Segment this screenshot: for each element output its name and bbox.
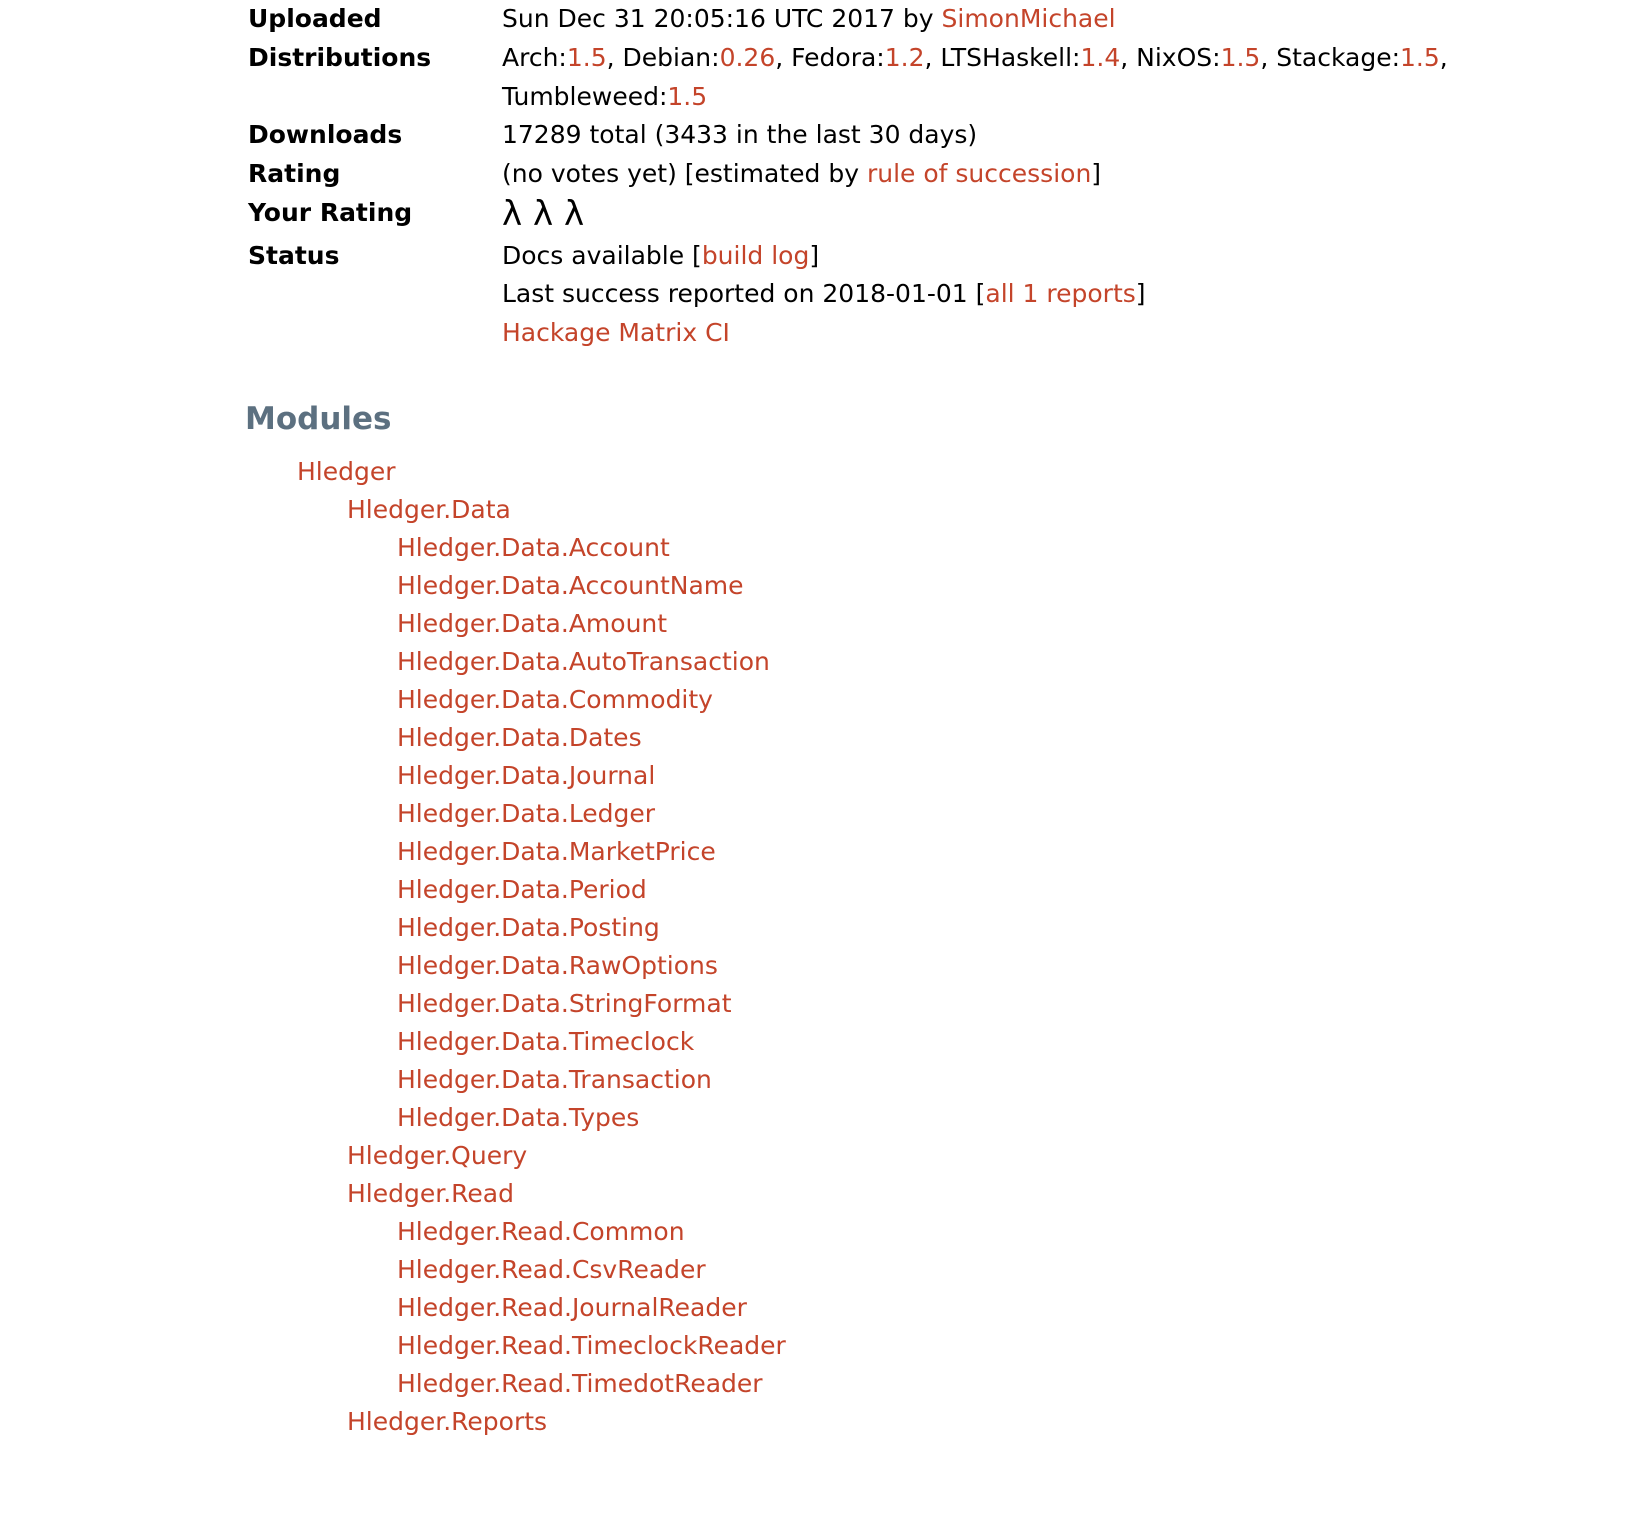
- module-tree-item: [397, 795, 1639, 833]
- status-matrix-line: [502, 314, 1639, 353]
- module-link[interactable]: Hledger.Data.Timeclock: [397, 1026, 695, 1056]
- module-link[interactable]: Hledger.Data.Commodity: [397, 684, 713, 714]
- module-tree-item: [397, 1365, 1639, 1403]
- module-tree-item: [397, 909, 1639, 947]
- module-tree-item: [347, 1175, 1639, 1403]
- module-tree-item: [397, 681, 1639, 719]
- distribution-entry: [940, 43, 1136, 72]
- property-label-distributions: Distributions: [248, 42, 432, 72]
- module-tree-item: [397, 833, 1639, 871]
- distribution-entry: [623, 43, 792, 72]
- build-log-link[interactable]: build log: [701, 240, 810, 270]
- module-link-hledger[interactable]: Hledger: [297, 456, 396, 486]
- status-last-prefix: Last success reported on 2018-01-01 [: [502, 279, 986, 309]
- distribution-entry: [1276, 43, 1448, 72]
- module-link[interactable]: Hledger.Data.Ledger: [397, 798, 656, 828]
- module-link[interactable]: Hledger.Data.AccountName: [397, 570, 744, 600]
- module-tree-children: [297, 491, 1639, 1441]
- module-link[interactable]: Hledger.Read.TimeclockReader: [397, 1330, 786, 1360]
- module-link[interactable]: Hledger.Read.CsvReader: [397, 1254, 706, 1284]
- distribution-separator: ,: [1260, 42, 1277, 72]
- module-link-hledger-reports[interactable]: Hledger.Reports: [347, 1406, 548, 1436]
- distribution-name: Arch:: [502, 42, 567, 72]
- distribution-separator: ,: [606, 42, 623, 72]
- module-tree-item: [397, 719, 1639, 757]
- module-link[interactable]: Hledger.Read.JournalReader: [397, 1292, 747, 1322]
- module-tree: [0, 453, 1639, 1441]
- property-row-rating: [0, 155, 1639, 194]
- property-row-your-rating: [0, 194, 1639, 237]
- distribution-name: Stackage:: [1276, 42, 1401, 72]
- module-link[interactable]: Hledger.Data.Transaction: [397, 1064, 712, 1094]
- status-last-success-line: [502, 275, 1639, 314]
- module-link[interactable]: Hledger.Read.TimedotReader: [397, 1368, 763, 1398]
- module-tree-item: [397, 985, 1639, 1023]
- lambda-icon[interactable]: λ: [502, 193, 534, 234]
- module-link[interactable]: Hledger.Data.AutoTransaction: [397, 646, 770, 676]
- rating-lambda-widget[interactable]: [502, 194, 595, 233]
- module-link[interactable]: Hledger.Data.Journal: [397, 760, 656, 790]
- distribution-separator: ,: [1120, 42, 1137, 72]
- module-link[interactable]: Hledger.Data.Types: [397, 1102, 640, 1132]
- module-tree-item: [347, 491, 1639, 1137]
- module-link[interactable]: Hledger.Data.Amount: [397, 608, 668, 638]
- module-link[interactable]: Hledger.Data.Posting: [397, 912, 660, 942]
- module-tree-item: [397, 1061, 1639, 1099]
- lambda-icon[interactable]: λ: [533, 193, 565, 234]
- module-tree-children: [347, 1213, 1639, 1403]
- module-link[interactable]: Hledger.Data.Period: [397, 874, 647, 904]
- distribution-version-link[interactable]: 0.26: [719, 42, 776, 72]
- hackage-matrix-ci-link[interactable]: Hackage Matrix CI: [502, 318, 730, 347]
- lambda-icon[interactable]: λ: [564, 193, 596, 234]
- module-tree-item: [397, 1023, 1639, 1061]
- module-tree-item: [397, 1251, 1639, 1289]
- property-value-uploaded: [498, 0, 1639, 39]
- property-value-your-rating: [498, 194, 1639, 237]
- property-row-downloads: [0, 116, 1639, 155]
- distribution-version-link[interactable]: 1.4: [1080, 42, 1121, 72]
- distribution-entry: [502, 82, 707, 111]
- property-value-downloads: 17289 total (3433 in the last 30 days): [502, 120, 978, 150]
- distribution-name: Debian:: [622, 42, 720, 72]
- module-tree-item: [397, 1099, 1639, 1137]
- status-docs-line: [502, 237, 1639, 276]
- property-value-distributions: [498, 39, 1639, 117]
- module-link[interactable]: Hledger.Data.RawOptions: [397, 950, 718, 980]
- distribution-separator: ,: [1439, 42, 1448, 72]
- module-link-hledger-data[interactable]: Hledger.Data: [347, 494, 511, 524]
- rating-prefix: (no votes yet) [estimated by: [502, 159, 867, 188]
- module-link[interactable]: Hledger.Data.MarketPrice: [397, 836, 716, 866]
- distribution-name: Tumbleweed:: [502, 81, 668, 111]
- property-row-distributions: [0, 39, 1639, 117]
- distribution-name: LTSHaskell:: [940, 42, 1081, 72]
- property-row-status: [0, 237, 1639, 353]
- module-link[interactable]: Hledger.Read.Common: [397, 1216, 685, 1246]
- module-tree-item: [397, 1289, 1639, 1327]
- distribution-entry: [1136, 43, 1276, 72]
- distribution-version-link[interactable]: 1.2: [884, 42, 925, 72]
- rule-of-succession-link[interactable]: rule of succession: [866, 159, 1092, 188]
- status-docs-prefix: Docs available [: [502, 240, 702, 270]
- module-tree-children: [347, 529, 1639, 1137]
- module-tree-item: [397, 1327, 1639, 1365]
- distribution-list: [502, 39, 1592, 117]
- module-tree-item: [397, 529, 1639, 567]
- distribution-version-link[interactable]: 1.5: [667, 81, 708, 111]
- distribution-separator: ,: [924, 42, 941, 72]
- module-link[interactable]: Hledger.Data.StringFormat: [397, 988, 732, 1018]
- module-tree-item: [397, 947, 1639, 985]
- all-reports-link[interactable]: all 1 reports: [985, 279, 1136, 309]
- property-label-rating: Rating: [248, 159, 341, 188]
- module-tree-item: [397, 567, 1639, 605]
- module-tree-item: [397, 1213, 1639, 1251]
- distribution-name: NixOS:: [1136, 42, 1221, 72]
- distribution-name: Fedora:: [791, 42, 885, 72]
- status-last-suffix: ]: [1135, 279, 1146, 309]
- property-label-status: Status: [248, 240, 340, 270]
- distribution-entry: [791, 43, 940, 72]
- module-tree-item: [397, 605, 1639, 643]
- distribution-version-link[interactable]: 1.5: [566, 42, 607, 72]
- uploader-link[interactable]: SimonMichael: [941, 4, 1116, 33]
- module-link-hledger-read[interactable]: Hledger.Read: [347, 1178, 514, 1208]
- distribution-separator: ,: [775, 42, 792, 72]
- distribution-version-link[interactable]: 1.5: [1220, 42, 1261, 72]
- module-tree-item: [397, 643, 1639, 681]
- distribution-version-link[interactable]: 1.5: [1400, 42, 1440, 72]
- module-link[interactable]: Hledger.Data.Dates: [397, 722, 642, 752]
- module-tree-item: [397, 757, 1639, 795]
- property-value-rating: [498, 155, 1639, 194]
- rating-suffix: ]: [1091, 159, 1102, 188]
- property-label-downloads: Downloads: [248, 120, 403, 150]
- package-properties-body: [0, 0, 1639, 353]
- package-properties-table: [0, 0, 1639, 353]
- module-tree-item: [347, 1403, 1639, 1441]
- module-tree-item: [297, 453, 1639, 1441]
- property-label-uploaded: Uploaded: [248, 4, 382, 33]
- status-docs-suffix: ]: [809, 240, 820, 270]
- property-row-uploaded: [0, 0, 1639, 39]
- module-tree-item: [397, 871, 1639, 909]
- module-link[interactable]: Hledger.Data.Account: [397, 532, 670, 562]
- uploaded-date: Sun Dec 31 20:05:16 UTC 2017 by: [502, 4, 942, 33]
- distribution-entry: [502, 43, 623, 72]
- modules-heading: Modules: [245, 400, 392, 437]
- module-link-hledger-query[interactable]: Hledger.Query: [347, 1140, 528, 1170]
- module-tree-item: [347, 1137, 1639, 1175]
- property-value-status: [498, 237, 1639, 353]
- property-label-your-rating: Your Rating: [248, 197, 413, 227]
